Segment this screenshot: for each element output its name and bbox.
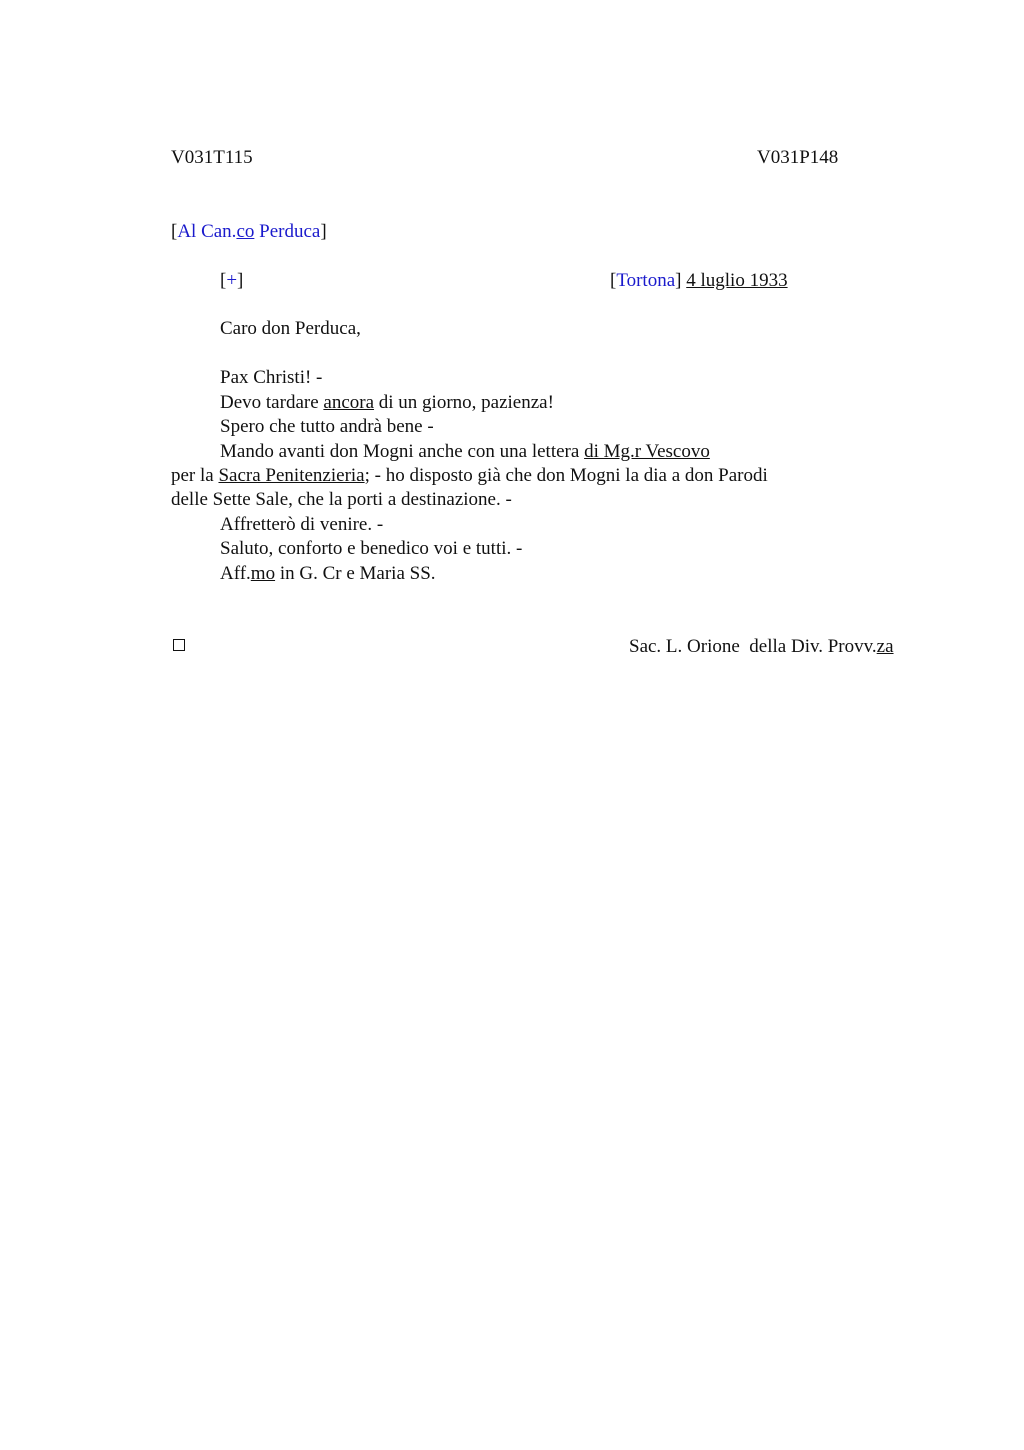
place-name: Tortona [616,270,676,291]
recipient-heading: [Al Can.co Perduca] [171,221,327,242]
body-line: Devo tardare ancora di un giorno, pazienza! [220,392,554,413]
body-line: Pax Christi! - [220,367,323,388]
body-line: Saluto, conforto e benedico voi e tutti. - [220,538,523,559]
end-marker-icon [173,639,185,651]
body-line: per la Sacra Penitenzieria; - ho disposto già che don Mogni la dia a don Parodi [171,465,768,486]
cross-mark: [+] [220,270,244,291]
signature: Sac. L. Orione della Div. Provv.za [629,636,894,657]
letter-date: 4 luglio 1933 [686,270,788,291]
body-line: Affretterò di venire. - [220,514,384,535]
salutation: Caro don Perduca, [220,318,361,339]
page-code: V031P148 [757,147,839,168]
body-line: Spero che tutto andrà bene - [220,416,434,437]
body-line: delle Sette Sale, che la porti a destinazione. - [171,489,512,510]
place-date: [Tortona] 4 luglio 1933 [610,270,788,291]
volume-code: V031T115 [171,147,253,168]
body-line: Mando avanti don Mogni anche con una lettera di Mg.r Vescovo [220,441,710,462]
closing-line: Aff.mo in G. Cr e Maria SS. [220,563,436,584]
